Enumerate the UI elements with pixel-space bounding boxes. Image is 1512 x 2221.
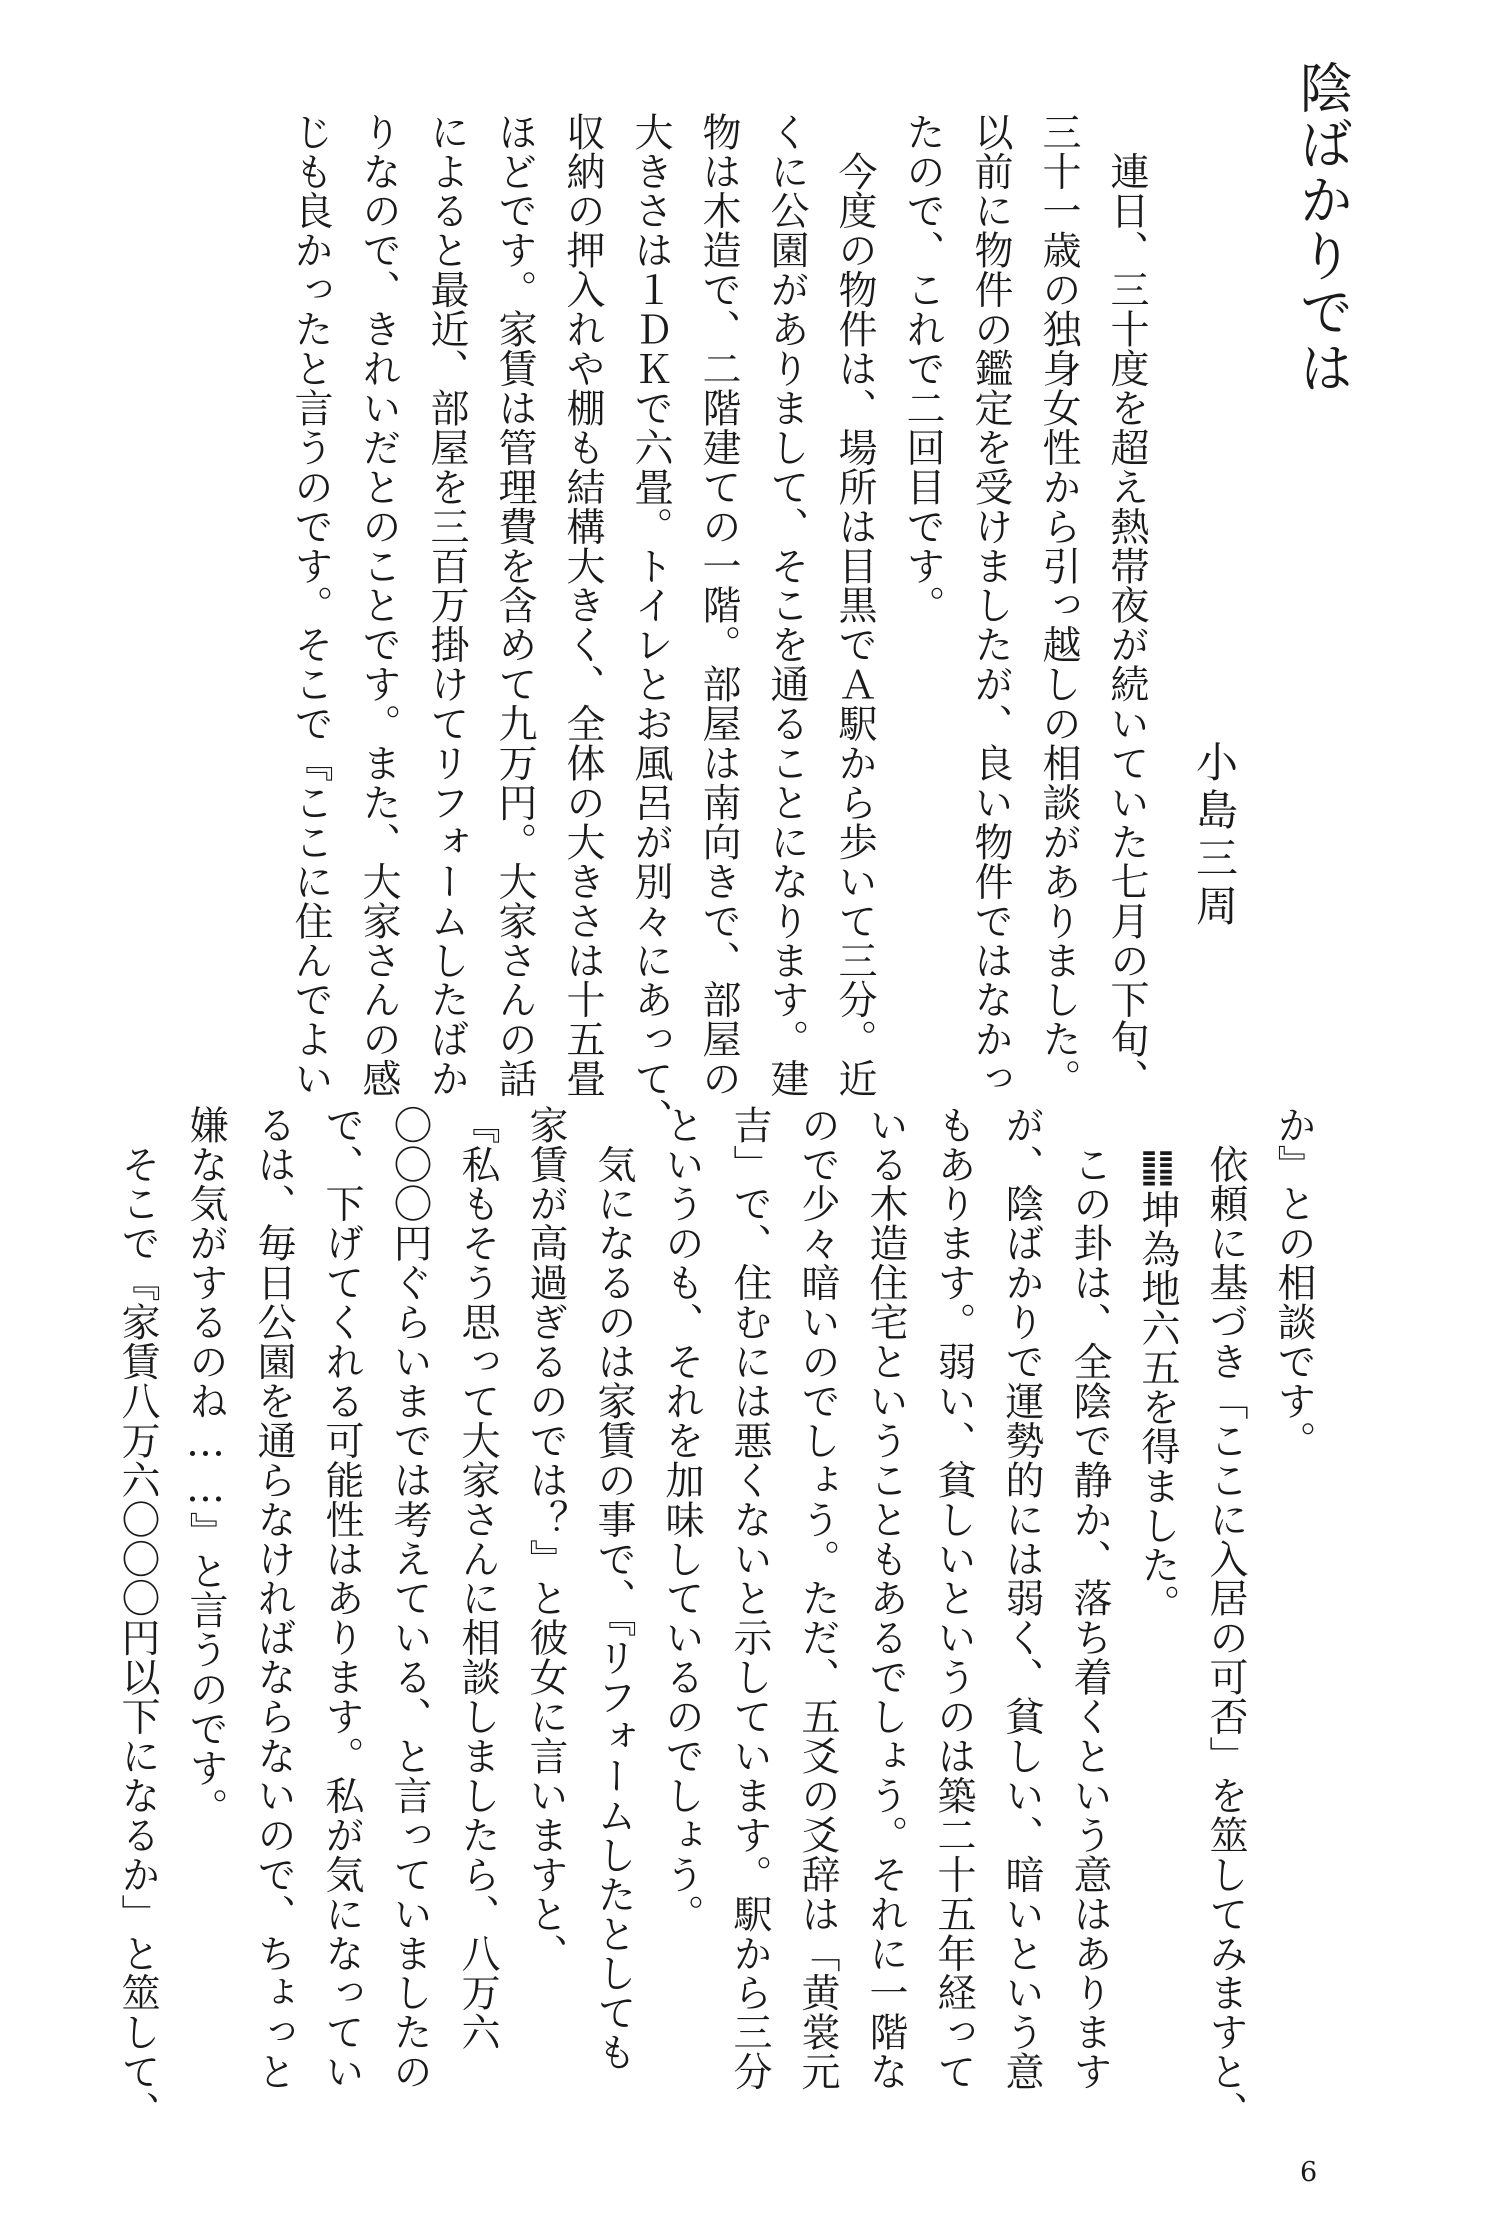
body-text-upper: 連日、三十度を超え熱帯夜が続いていた七月の下旬、 三十一歳の独身女性から引っ越しの相談がありました。 以前に物件の鑑定を受けましたが、良い物件ではなかっ たので、これで二回目です。 今度の物件は、場所は目黒でＡ駅から歩いて三分。近 くに公園がありまして、そこを通ることになります。建 物は木造で、二階建ての一階。部屋は南向きで、部屋の 大きさは１ＤＫで六畳。トイレとお風呂が別々にあって、 収納の押入れや棚も結構大きく、全体の大きさは十五畳 ほどです。家賃は管理費を含めて九万円。大家さんの話 によると最近、部屋を三百万掛けてリフォームしたばか りなので、きれいだとのことです。また、大家さんの感 じも良かったと言うのです。そこで『ここに住んでよい	[288, 112, 1149, 1138]
article-title: 陰ばかりでは	[1291, 60, 1354, 396]
page-number: 6	[1300, 2157, 1318, 2188]
body-text-lower: か』との相談です。 依頼に基づき「ここに入居の可否」を筮してみますと、 ䷁坤為地六五を得ました。 この卦は、全陰で静か、落ち着くという意はあります が、陰ばかりで運勢的には弱く、貧しい、暗いという意 もあります。弱い、貧しいというのは築二十五年経って いる木造住宅ということもあるでしょう。それに一階な ので少々暗いのでしょう。ただ、五爻の爻辞は「黄裳元 吉」で、住むには悪くないと示しています。駅から三分 というのも、それを加味しているのでしょう。 気になるのは家賃の事で、『リフォームしたとしても 家賃が高過ぎるのでは？』と彼女に言いますと、 『私もそう思って大家さんに相談しましたら、八万六 〇〇〇円ぐらいまでは考えている、と言っていましたの で、下げてくれる可能性はあります。私が気になってい るは、毎日公園を通らなければならないので、ちょっと 嫌な気がするのね……』と言うのです。 そこで『家賃八万六〇〇〇円以下になるか」と筮して、	[115, 1105, 1316, 2131]
author-name: 小島三周	[1190, 740, 1239, 932]
